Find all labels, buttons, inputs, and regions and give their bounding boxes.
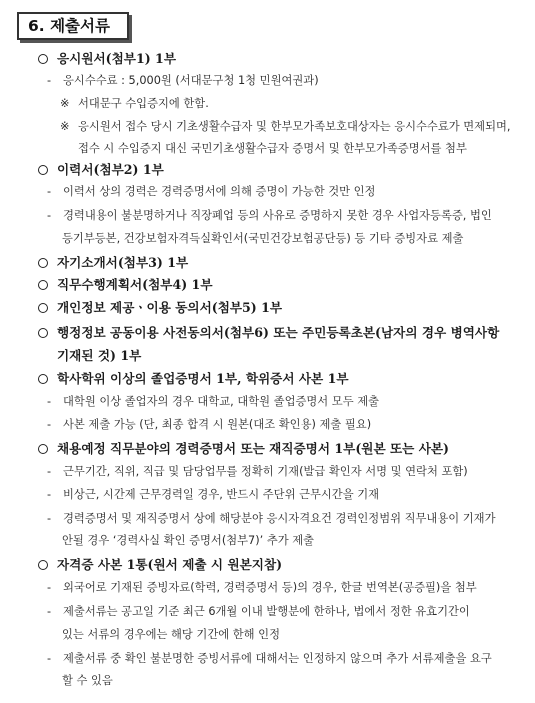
circle-bullet-icon [38, 280, 48, 290]
document-subitem [47, 650, 527, 668]
line-text: 서대문구 수입증지에 한함. [78, 97, 209, 110]
document-subitem [47, 416, 527, 434]
line-text: 기재된 것) 1부 [57, 348, 142, 363]
document-continuation [62, 626, 527, 644]
line-text: 응시원서(첨부1) 1부 [57, 51, 176, 66]
dash-marker: - [47, 209, 52, 222]
document-item-continuation [57, 347, 527, 365]
circle-bullet-icon [38, 560, 48, 570]
document-item [38, 161, 527, 179]
circle-bullet-icon [38, 165, 48, 175]
document-subitem [47, 207, 527, 225]
dash-marker: - [47, 465, 52, 478]
line-text: 행정정보 공동이용 사전동의서(첨부6) 또는 주민등록초본(남자의 경우 병역사항 [57, 325, 500, 340]
line-text: 이력서(첨부2) 1부 [57, 162, 164, 177]
line-text: 자기소개서(첨부3) 1부 [57, 255, 189, 270]
line-text: 이력서 상의 경력은 경력증명서에 의해 증명이 가능한 것만 인정 [63, 185, 376, 198]
document-subitem [47, 510, 527, 528]
document-note [60, 118, 527, 136]
line-text: 접수 시 수입증지 대신 국민기초생활수급자 증명서 및 한부모가족증명서를 첨부 [78, 142, 467, 155]
dash-marker: - [47, 652, 52, 665]
line-text: 있는 서류의 경우에는 해당 기간에 한해 인정 [62, 628, 280, 641]
document-item [38, 254, 527, 272]
line-text: 등기부등본, 건강보험자격득실확인서(국민건강보험공단등) 등 기타 증빙자료 제출 [62, 232, 464, 245]
circle-bullet-icon [38, 258, 48, 268]
circle-bullet-icon [38, 444, 48, 454]
line-text: 경력내용이 불분명하거나 직장폐업 등의 사유로 증명하지 못한 경우 사업자등록증, 법인 [63, 209, 492, 222]
line-text: 직무수행계획서(첨부4) 1부 [57, 277, 213, 292]
dash-marker: - [47, 605, 52, 618]
line-text: 제출서류 중 확인 불분명한 증빙서류에 대해서는 인정하지 않으며 추가 서류제출을 요구 [63, 652, 492, 665]
dash-marker: - [47, 395, 52, 408]
line-text: 안될 경우 ‘경력사실 확인 증명서(첨부7)’ 추가 제출 [62, 534, 315, 547]
document-subitem [47, 579, 527, 597]
line-text: 개인정보 제공ㆍ이용 동의서(첨부5) 1부 [57, 300, 283, 315]
note-marker: ※ [60, 97, 70, 110]
document-subitem [47, 486, 527, 504]
note-marker: ※ [60, 120, 70, 133]
line-text: 사본 제출 가능 (단, 최종 합격 시 원본(대조 확인용) 제출 필요) [63, 418, 372, 431]
document-continuation [78, 140, 527, 158]
document-note [60, 95, 527, 113]
line-text: 비상근, 시간제 근무경력일 경우, 반드시 주단위 근무시간을 기재 [63, 488, 380, 501]
dash-marker: - [47, 581, 52, 594]
line-text: 응시원서 접수 당시 기초생활수급자 및 한부모가족보호대상자는 응시수수료가 면제되며, [78, 120, 511, 133]
circle-bullet-icon [38, 303, 48, 313]
document-continuation [62, 230, 527, 248]
document-subitem [47, 72, 527, 90]
circle-bullet-icon [38, 54, 48, 64]
document-subitem [47, 393, 527, 411]
document-item [38, 556, 527, 574]
document-continuation [62, 672, 527, 690]
document-continuation [62, 532, 527, 550]
circle-bullet-icon [38, 374, 48, 384]
document-subitem [47, 603, 527, 621]
line-text: 응시수수료 : 5,000원 (서대문구청 1청 민원여권과) [63, 74, 319, 87]
dash-marker: - [47, 488, 52, 501]
circle-bullet-icon [38, 328, 48, 338]
line-text: 자격증 사본 1통(원서 제출 시 원본지참) [57, 557, 283, 572]
line-text: 외국어로 기재된 증빙자료(학력, 경력증명서 등)의 경우, 한글 번역본(공증필)을 첨부 [63, 581, 477, 594]
document-item [38, 299, 527, 317]
document-item [38, 276, 527, 294]
document-item [38, 370, 527, 388]
dash-marker: - [47, 512, 52, 525]
line-text: 학사학위 이상의 졸업증명서 1부, 학위증서 사본 1부 [57, 371, 349, 386]
line-text: 제출서류는 공고일 기준 최근 6개월 이내 발행분에 한하나, 법에서 정한 유효기간이 [63, 605, 470, 618]
line-text: 채용예정 직무분야의 경력증명서 또는 재직증명서 1부(원본 또는 사본) [57, 441, 450, 456]
line-text: 경력증명서 및 재직증명서 상에 해당분야 응시자격요건 경력인정범위 직무내용이 기재가 [63, 512, 496, 525]
line-text: 할 수 있음 [62, 674, 113, 687]
line-text: 대학원 이상 졸업자의 경우 대학교, 대학원 졸업증명서 모두 제출 [63, 395, 380, 408]
dash-marker: - [47, 74, 52, 87]
dash-marker: - [47, 418, 52, 431]
dash-marker: - [47, 185, 52, 198]
document-item [38, 50, 527, 68]
document-item [38, 324, 527, 342]
section-title: 6. 제출서류 [17, 12, 129, 40]
document-item [38, 440, 527, 458]
document-subitem [47, 183, 527, 201]
document-subitem [47, 463, 527, 481]
line-text: 근무기간, 직위, 직급 및 담당업무를 정확히 기재(발급 확인자 서명 및 연락처 포함) [63, 465, 468, 478]
